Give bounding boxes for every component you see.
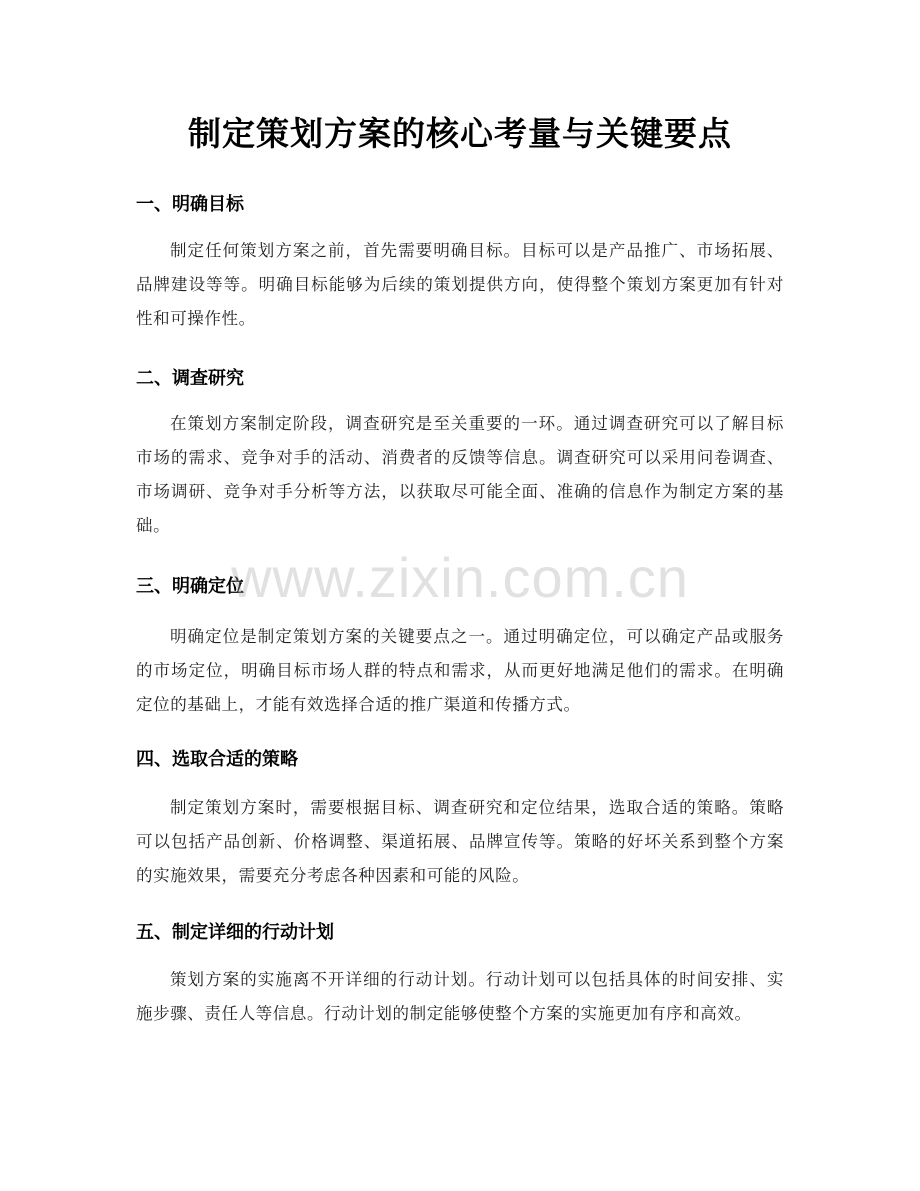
section-paragraph-5: 策划方案的实施离不开详细的行动计划。行动计划可以包括具体的时间安排、实施步骤、责任人等信息。行动计划的制定能够使整个方案的实施更加有序和高效。 bbox=[136, 970, 784, 1023]
section-heading-5: 五、制定详细的行动计划 bbox=[136, 922, 334, 943]
section-paragraph-3: 明确定位是制定策划方案的关键要点之一。通过明确定位，可以确定产品或服务的市场定位，明确目标市场人群的特点和需求，从而更好地满足他们的需求。在明确定位的基础上，才能有效选择合适的推广渠道和传播方式。 bbox=[136, 627, 784, 714]
section-heading-3: 三、明确定位 bbox=[136, 576, 244, 597]
section-heading-1: 一、明确目标 bbox=[136, 194, 244, 215]
section-paragraph-2: 在策划方案制定阶段，调查研究是至关重要的一环。通过调查研究可以了解目标市场的需求、竞争对手的活动、消费者的反馈等信息。调查研究可以采用问卷调查、市场调研、竞争对手分析等方法，以获取尽可能全面、准确的信息作为制定方案的基础。 bbox=[136, 414, 784, 535]
section-paragraph-1: 制定任何策划方案之前，首先需要明确目标。目标可以是产品推广、市场拓展、品牌建设等等。明确目标能够为后续的策划提供方向，使得整个策划方案更加有针对性和可操作性。 bbox=[136, 241, 784, 328]
section-heading-4: 四、选取合适的策略 bbox=[136, 749, 298, 770]
page-title: 制定策划方案的核心考量与关键要点 bbox=[188, 114, 732, 153]
watermark: www.zixin.com.cn bbox=[231, 546, 689, 609]
section-heading-2: 二、调查研究 bbox=[136, 368, 244, 389]
section-paragraph-4: 制定策划方案时，需要根据目标、调查研究和定位结果，选取合适的策略。策略可以包括产品创新、价格调整、渠道拓展、品牌宣传等。策略的好坏关系到整个方案的实施效果，需要充分考虑各种因素和可能的风险。 bbox=[136, 798, 784, 885]
